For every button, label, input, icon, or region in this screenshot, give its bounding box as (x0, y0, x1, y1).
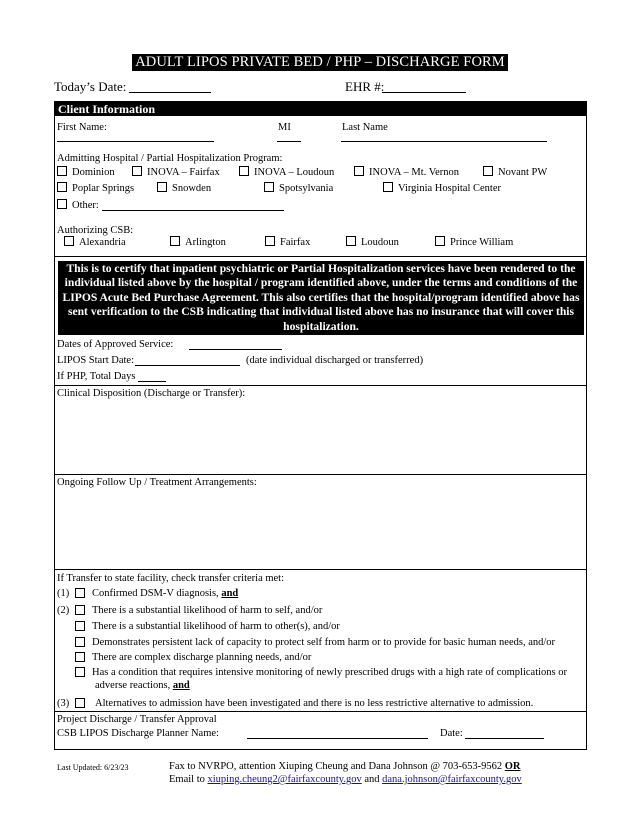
checkbox[interactable] (64, 236, 74, 246)
criterion-3-text: Alternatives to admission have been investigated and there is no less restrictive alternative to admission. (95, 698, 534, 709)
todays-date-label: Today’s Date: (54, 79, 127, 94)
first-name-label: First Name: (57, 122, 107, 133)
csb-label: Authorizing CSB: (57, 225, 134, 236)
ehr-label: EHR #: (345, 79, 385, 94)
checkbox[interactable] (346, 236, 356, 246)
hospital-spotsylvania-option[interactable]: Spotsylvania (264, 182, 333, 195)
criterion-1-number: (1) (57, 588, 70, 599)
other-hospital-field[interactable] (102, 210, 284, 211)
criterion-2c-text: Demonstrates persistent lack of capacity to protect self from harm or to provide for basic human needs, and/or (92, 637, 556, 648)
lipos-start-note: (date individual discharged or transferred) (246, 355, 424, 366)
approval-date-field[interactable] (465, 738, 544, 739)
csb-prince-william-option[interactable]: Prince William (435, 236, 513, 249)
csb-loudoun-option[interactable]: Loudoun (346, 236, 399, 249)
lipos-start-label: LIPOS Start Date: (57, 355, 134, 366)
planner-name-label: CSB LIPOS Discharge Planner Name: (57, 728, 219, 739)
admitting-label: Admitting Hospital / Partial Hospitalization Program: (57, 153, 283, 164)
criterion-2-number: (2) (57, 605, 70, 616)
approval-title: Project Discharge / Transfer Approval (57, 714, 217, 725)
lipos-start-field[interactable] (135, 365, 240, 366)
checkbox[interactable] (435, 236, 445, 246)
hospital-inova-fairfax-option[interactable]: INOVA – Fairfax (132, 166, 220, 179)
criterion-2a-text: There is a substantial likelihood of harm to self, and/or (92, 605, 323, 616)
form-title: ADULT LIPOS PRIVATE BED / PHP – DISCHARGE FORM (132, 54, 508, 71)
csb-fairfax-option[interactable]: Fairfax (265, 236, 310, 249)
criterion-2e-checkbox[interactable] (75, 667, 85, 677)
csb-arlington-option[interactable]: Arlington (170, 236, 226, 249)
criterion-3-checkbox[interactable] (75, 698, 85, 708)
criterion-2b-checkbox[interactable] (75, 621, 85, 631)
planner-name-field[interactable] (247, 738, 428, 739)
dates-approved-field[interactable] (189, 349, 282, 350)
hospital-virginia-hospital-center-option[interactable]: Virginia Hospital Center (383, 182, 501, 195)
criterion-2d-text: There are complex discharge planning needs, and/or (92, 652, 312, 663)
email-link-cheung[interactable]: xiuping.cheung2@fairfaxcounty.gov (207, 774, 362, 785)
php-days-label: If PHP, Total Days (57, 371, 136, 382)
dates-approved-label: Dates of Approved Service: (57, 339, 174, 350)
checkbox[interactable] (170, 236, 180, 246)
divider (54, 711, 587, 712)
divider (54, 385, 587, 386)
criterion-1-text: Confirmed DSM-V diagnosis, and (92, 588, 239, 599)
checkbox[interactable] (383, 182, 393, 192)
ehr-field[interactable] (382, 92, 466, 93)
hospital-novant-pw-option[interactable]: Novant PW (483, 166, 547, 179)
followup-label: Ongoing Follow Up / Treatment Arrangements: (57, 477, 257, 488)
hospital-poplar-springs-option[interactable]: Poplar Springs (57, 182, 134, 195)
email-link-johnson[interactable]: dana.johnson@fairfaxcounty.gov (382, 774, 522, 785)
hospital-dominion-option[interactable]: Dominion (57, 166, 115, 179)
hospital-other-option[interactable]: Other: (57, 199, 99, 212)
mi-field[interactable] (277, 141, 301, 142)
checkbox[interactable] (57, 199, 67, 209)
last-updated: Last Updated: 6/23/23 (57, 763, 129, 772)
checkbox[interactable] (57, 182, 67, 192)
criterion-2e-text-line1: Has a condition that requires intensive monitoring of newly prescribed drugs with a high rate of complications or (92, 667, 568, 678)
divider (54, 474, 587, 475)
checkbox[interactable] (239, 166, 249, 176)
last-name-label: Last Name (342, 122, 388, 133)
criterion-2e-text-line2: adverse reactions, and (95, 680, 190, 691)
checkbox[interactable] (265, 236, 275, 246)
php-days-field[interactable] (138, 381, 166, 382)
divider (54, 569, 587, 570)
fax-instructions: Fax to NVRPO, attention Xiuping Cheung and Dana Johnson @ 703-653-9562 OR (169, 761, 521, 772)
clinical-disposition-label: Clinical Disposition (Discharge or Transfer): (57, 388, 246, 399)
email-instructions: Email to xiuping.cheung2@fairfaxcounty.gov and dana.johnson@fairfaxcounty.gov (169, 774, 522, 785)
transfer-intro: If Transfer to state facility, check transfer criteria met: (57, 573, 285, 584)
first-name-field[interactable] (57, 141, 214, 142)
checkbox[interactable] (57, 166, 67, 176)
criterion-1-checkbox[interactable] (75, 588, 85, 598)
criterion-2b-text: There is a substantial likelihood of harm to other(s), and/or (92, 621, 340, 632)
hospital-inova-loudoun-option[interactable]: INOVA – Loudoun (239, 166, 334, 179)
csb-alexandria-option[interactable]: Alexandria (64, 236, 126, 249)
hospital-inova-mt-vernon-option[interactable]: INOVA – Mt. Vernon (354, 166, 459, 179)
certification-statement: This is to certify that inpatient psychiatric or Partial Hospitalization services have been rendered to the individual listed above by the hospital / program identified above, under the terms and conditions of the LIPOS Acute Bed Purchase Agreement. This also certifies that the hospital/program identified above has sent verification to the CSB indicating that individual listed above has no insurance that will cover this hospitalization. (58, 261, 584, 335)
criterion-2d-checkbox[interactable] (75, 652, 85, 662)
approval-date-label: Date: (440, 728, 463, 739)
followup-area[interactable] (56, 491, 585, 567)
mi-label: MI (278, 122, 291, 133)
checkbox[interactable] (483, 166, 493, 176)
criterion-2c-checkbox[interactable] (75, 637, 85, 647)
hospital-snowden-option[interactable]: Snowden (157, 182, 211, 195)
todays-date-field[interactable] (129, 92, 211, 93)
checkbox[interactable] (157, 182, 167, 192)
client-info-header: Client Information (55, 102, 586, 116)
last-name-field[interactable] (341, 141, 547, 142)
divider (54, 256, 587, 257)
clinical-disposition-area[interactable] (56, 402, 585, 472)
criterion-2a-checkbox[interactable] (75, 605, 85, 615)
criterion-3-number: (3) (57, 698, 70, 709)
checkbox[interactable] (264, 182, 274, 192)
checkbox[interactable] (132, 166, 142, 176)
checkbox[interactable] (354, 166, 364, 176)
